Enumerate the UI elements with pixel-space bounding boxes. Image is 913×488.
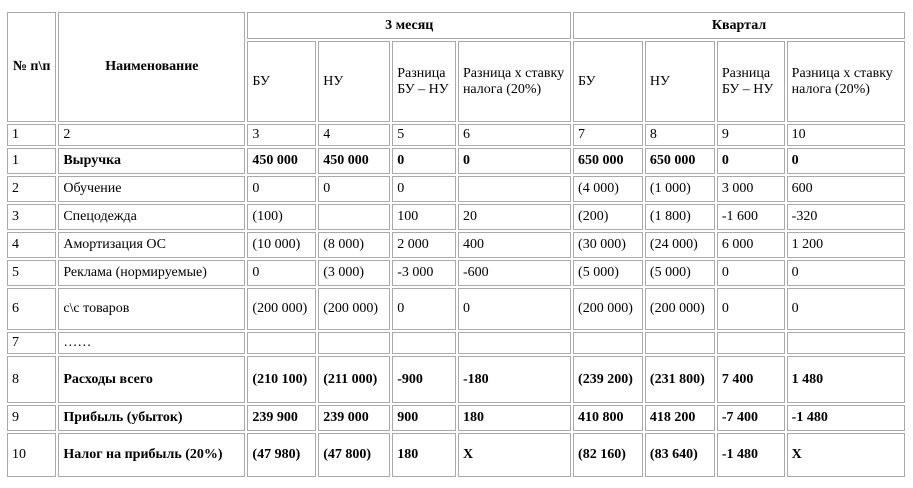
row-name: …… xyxy=(58,332,245,354)
header-quarter-nu: НУ xyxy=(645,41,715,122)
col-number: 4 xyxy=(318,124,390,146)
col-number: 3 xyxy=(247,124,316,146)
table-row xyxy=(7,356,905,403)
row-number: 5 xyxy=(7,260,56,286)
cell-value: 1 480 xyxy=(787,356,905,403)
cell-value xyxy=(717,332,785,354)
header-num: № п\п xyxy=(7,12,56,122)
row-name: Амортизация ОС xyxy=(58,232,245,258)
cell-value: X xyxy=(787,433,905,477)
cell-value: (8 000) xyxy=(318,232,390,258)
header-quarter-diff: Разница БУ – НУ xyxy=(717,41,785,122)
cell-value: 0 xyxy=(247,176,316,202)
cell-value: 650 000 xyxy=(573,148,643,174)
cell-value: 650 000 xyxy=(645,148,715,174)
cell-value: (231 800) xyxy=(645,356,715,403)
row-number: 2 xyxy=(7,176,56,202)
table-row xyxy=(7,405,905,431)
col-number: 1 xyxy=(7,124,56,146)
cell-value: (3 000) xyxy=(318,260,390,286)
cell-value: X xyxy=(458,433,571,477)
cell-value: 0 xyxy=(392,176,456,202)
cell-value: 0 xyxy=(318,176,390,202)
cell-value: 410 800 xyxy=(573,405,643,431)
header-month-diff: Разница БУ – НУ xyxy=(392,41,456,122)
cell-value: -1 600 xyxy=(717,204,785,230)
row-number: 6 xyxy=(7,288,56,330)
cell-value xyxy=(573,332,643,354)
table-row xyxy=(7,260,905,286)
cell-value: (24 000) xyxy=(645,232,715,258)
row-number: 3 xyxy=(7,204,56,230)
cell-value: (200 000) xyxy=(573,288,643,330)
cell-value: (10 000) xyxy=(247,232,316,258)
row-number: 7 xyxy=(7,332,56,354)
cell-value: (5 000) xyxy=(573,260,643,286)
cell-value xyxy=(247,332,316,354)
cell-value: 0 xyxy=(392,288,456,330)
cell-value: 100 xyxy=(392,204,456,230)
cell-value: 0 xyxy=(717,148,785,174)
cell-value: 900 xyxy=(392,405,456,431)
cell-value: -900 xyxy=(392,356,456,403)
cell-value: 239 900 xyxy=(247,405,316,431)
cell-value: 0 xyxy=(392,148,456,174)
row-name: Реклама (нормируемые) xyxy=(58,260,245,286)
cell-value: (30 000) xyxy=(573,232,643,258)
header-month-nu: НУ xyxy=(318,41,390,122)
cell-value: 600 xyxy=(787,176,905,202)
row-name: Обучение xyxy=(58,176,245,202)
col-number: 6 xyxy=(458,124,571,146)
cell-value: 20 xyxy=(458,204,571,230)
tax-comparison-table xyxy=(5,10,907,479)
cell-value: 3 000 xyxy=(717,176,785,202)
cell-value: (210 100) xyxy=(247,356,316,403)
col-number: 7 xyxy=(573,124,643,146)
cell-value xyxy=(458,176,571,202)
header-row-groups xyxy=(7,12,905,39)
cell-value: (47 800) xyxy=(318,433,390,477)
cell-value xyxy=(318,332,390,354)
cell-value: 0 xyxy=(787,288,905,330)
header-group-quarter: Квартал xyxy=(573,12,905,39)
cell-value: 450 000 xyxy=(318,148,390,174)
cell-value: 0 xyxy=(717,288,785,330)
cell-value: 400 xyxy=(458,232,571,258)
row-name: Выручка xyxy=(58,148,245,174)
table-row xyxy=(7,232,905,258)
col-number: 5 xyxy=(392,124,456,146)
header-quarter-diff-rate: Разница х ставку налога (20%) xyxy=(787,41,905,122)
table-row xyxy=(7,176,905,202)
cell-value: (1 800) xyxy=(645,204,715,230)
col-number: 10 xyxy=(787,124,905,146)
cell-value: 0 xyxy=(458,148,571,174)
cell-value: 0 xyxy=(247,260,316,286)
cell-value: (82 160) xyxy=(573,433,643,477)
cell-value: (200 000) xyxy=(318,288,390,330)
cell-value: 2 000 xyxy=(392,232,456,258)
row-number: 1 xyxy=(7,148,56,174)
table-row xyxy=(7,204,905,230)
cell-value: 418 200 xyxy=(645,405,715,431)
row-name: Спецодежда xyxy=(58,204,245,230)
row-name: с\с товаров xyxy=(58,288,245,330)
cell-value: (239 200) xyxy=(573,356,643,403)
cell-value: 0 xyxy=(717,260,785,286)
cell-value: (47 980) xyxy=(247,433,316,477)
cell-value: (83 640) xyxy=(645,433,715,477)
cell-value: 0 xyxy=(787,148,905,174)
cell-value: -3 000 xyxy=(392,260,456,286)
row-number: 10 xyxy=(7,433,56,477)
cell-value: (211 000) xyxy=(318,356,390,403)
header-name: Наименование xyxy=(58,12,245,122)
cell-value: (1 000) xyxy=(645,176,715,202)
cell-value: 7 400 xyxy=(717,356,785,403)
header-group-month: 3 месяц xyxy=(247,12,571,39)
cell-value xyxy=(787,332,905,354)
col-number: 9 xyxy=(717,124,785,146)
cell-value: 180 xyxy=(392,433,456,477)
cell-value: (200 000) xyxy=(247,288,316,330)
row-name: Расходы всего xyxy=(58,356,245,403)
cell-value: -180 xyxy=(458,356,571,403)
table-row xyxy=(7,148,905,174)
table-row xyxy=(7,288,905,330)
cell-value xyxy=(645,332,715,354)
cell-value: 6 000 xyxy=(717,232,785,258)
cell-value: (100) xyxy=(247,204,316,230)
cell-value: 180 xyxy=(458,405,571,431)
cell-value: -320 xyxy=(787,204,905,230)
cell-value: (200) xyxy=(573,204,643,230)
cell-value: 1 200 xyxy=(787,232,905,258)
header-month-bu: БУ xyxy=(247,41,316,122)
cell-value: (5 000) xyxy=(645,260,715,286)
cell-value: 0 xyxy=(787,260,905,286)
cell-value: 450 000 xyxy=(247,148,316,174)
cell-value: -1 480 xyxy=(717,433,785,477)
header-quarter-bu: БУ xyxy=(573,41,643,122)
cell-value: 0 xyxy=(458,288,571,330)
row-number: 8 xyxy=(7,356,56,403)
col-number: 2 xyxy=(58,124,245,146)
column-numbering-row xyxy=(7,124,905,146)
cell-value: -600 xyxy=(458,260,571,286)
col-number: 8 xyxy=(645,124,715,146)
cell-value: (4 000) xyxy=(573,176,643,202)
table-row xyxy=(7,433,905,477)
cell-value: -1 480 xyxy=(787,405,905,431)
header-month-diff-rate: Разница х ставку налога (20%) xyxy=(458,41,571,122)
cell-value: 239 000 xyxy=(318,405,390,431)
row-name: Налог на прибыль (20%) xyxy=(58,433,245,477)
row-name: Прибыль (убыток) xyxy=(58,405,245,431)
row-number: 4 xyxy=(7,232,56,258)
cell-value: -7 400 xyxy=(717,405,785,431)
cell-value xyxy=(392,332,456,354)
table-row xyxy=(7,332,905,354)
cell-value xyxy=(458,332,571,354)
cell-value: (200 000) xyxy=(645,288,715,330)
cell-value xyxy=(318,204,390,230)
row-number: 9 xyxy=(7,405,56,431)
